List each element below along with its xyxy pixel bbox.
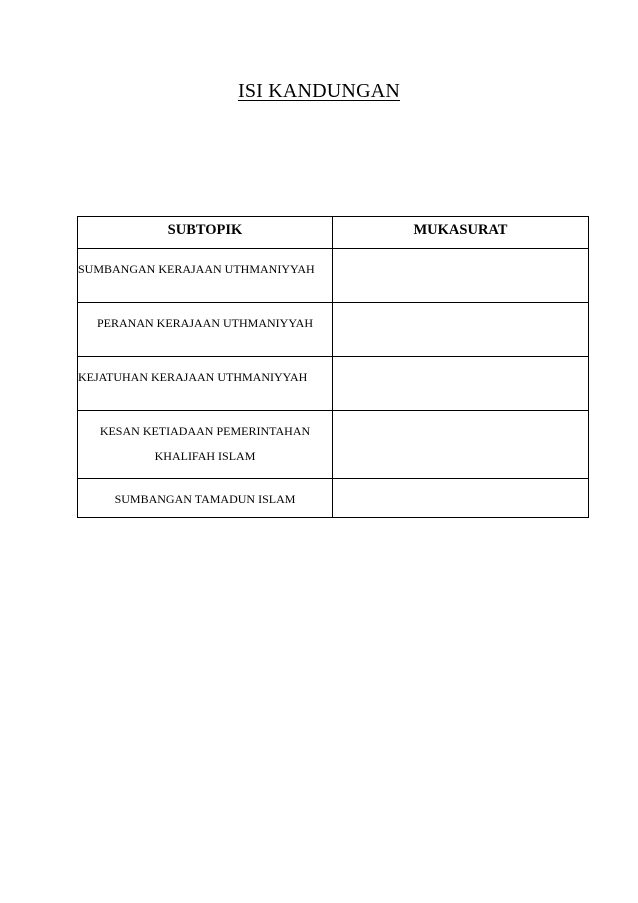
table-row — [78, 411, 589, 479]
table-header-row — [78, 217, 589, 249]
page-cell — [333, 357, 589, 411]
table-row — [78, 249, 589, 303]
subtopic-cell — [78, 411, 333, 479]
subtopic-header: SUBTOPIK — [78, 217, 333, 249]
table-row — [78, 357, 589, 411]
subtopic-line-2: KHALIFAH ISLAM — [154, 449, 256, 463]
page-cell — [333, 479, 589, 518]
page-cell — [333, 411, 589, 479]
subtopic-cell: SUMBANGAN KERAJAAN UTHMANIYYAH — [78, 249, 333, 303]
contents-table — [77, 216, 589, 518]
subtopic-line-1: KESAN KETIADAAN PEMERINTAHAN — [99, 424, 311, 438]
page-header: MUKASURAT — [333, 217, 589, 249]
page-title: ISI KANDUNGAN — [237, 80, 401, 102]
table-row — [78, 479, 589, 518]
page-cell — [333, 303, 589, 357]
page-cell — [333, 249, 589, 303]
subtopic-cell: SUMBANGAN TAMADUN ISLAM — [78, 479, 333, 518]
subtopic-cell: KEJATUHAN KERAJAAN UTHMANIYYAH — [78, 357, 333, 411]
subtopic-cell: PERANAN KERAJAAN UTHMANIYYAH — [78, 303, 333, 357]
table-row — [78, 303, 589, 357]
